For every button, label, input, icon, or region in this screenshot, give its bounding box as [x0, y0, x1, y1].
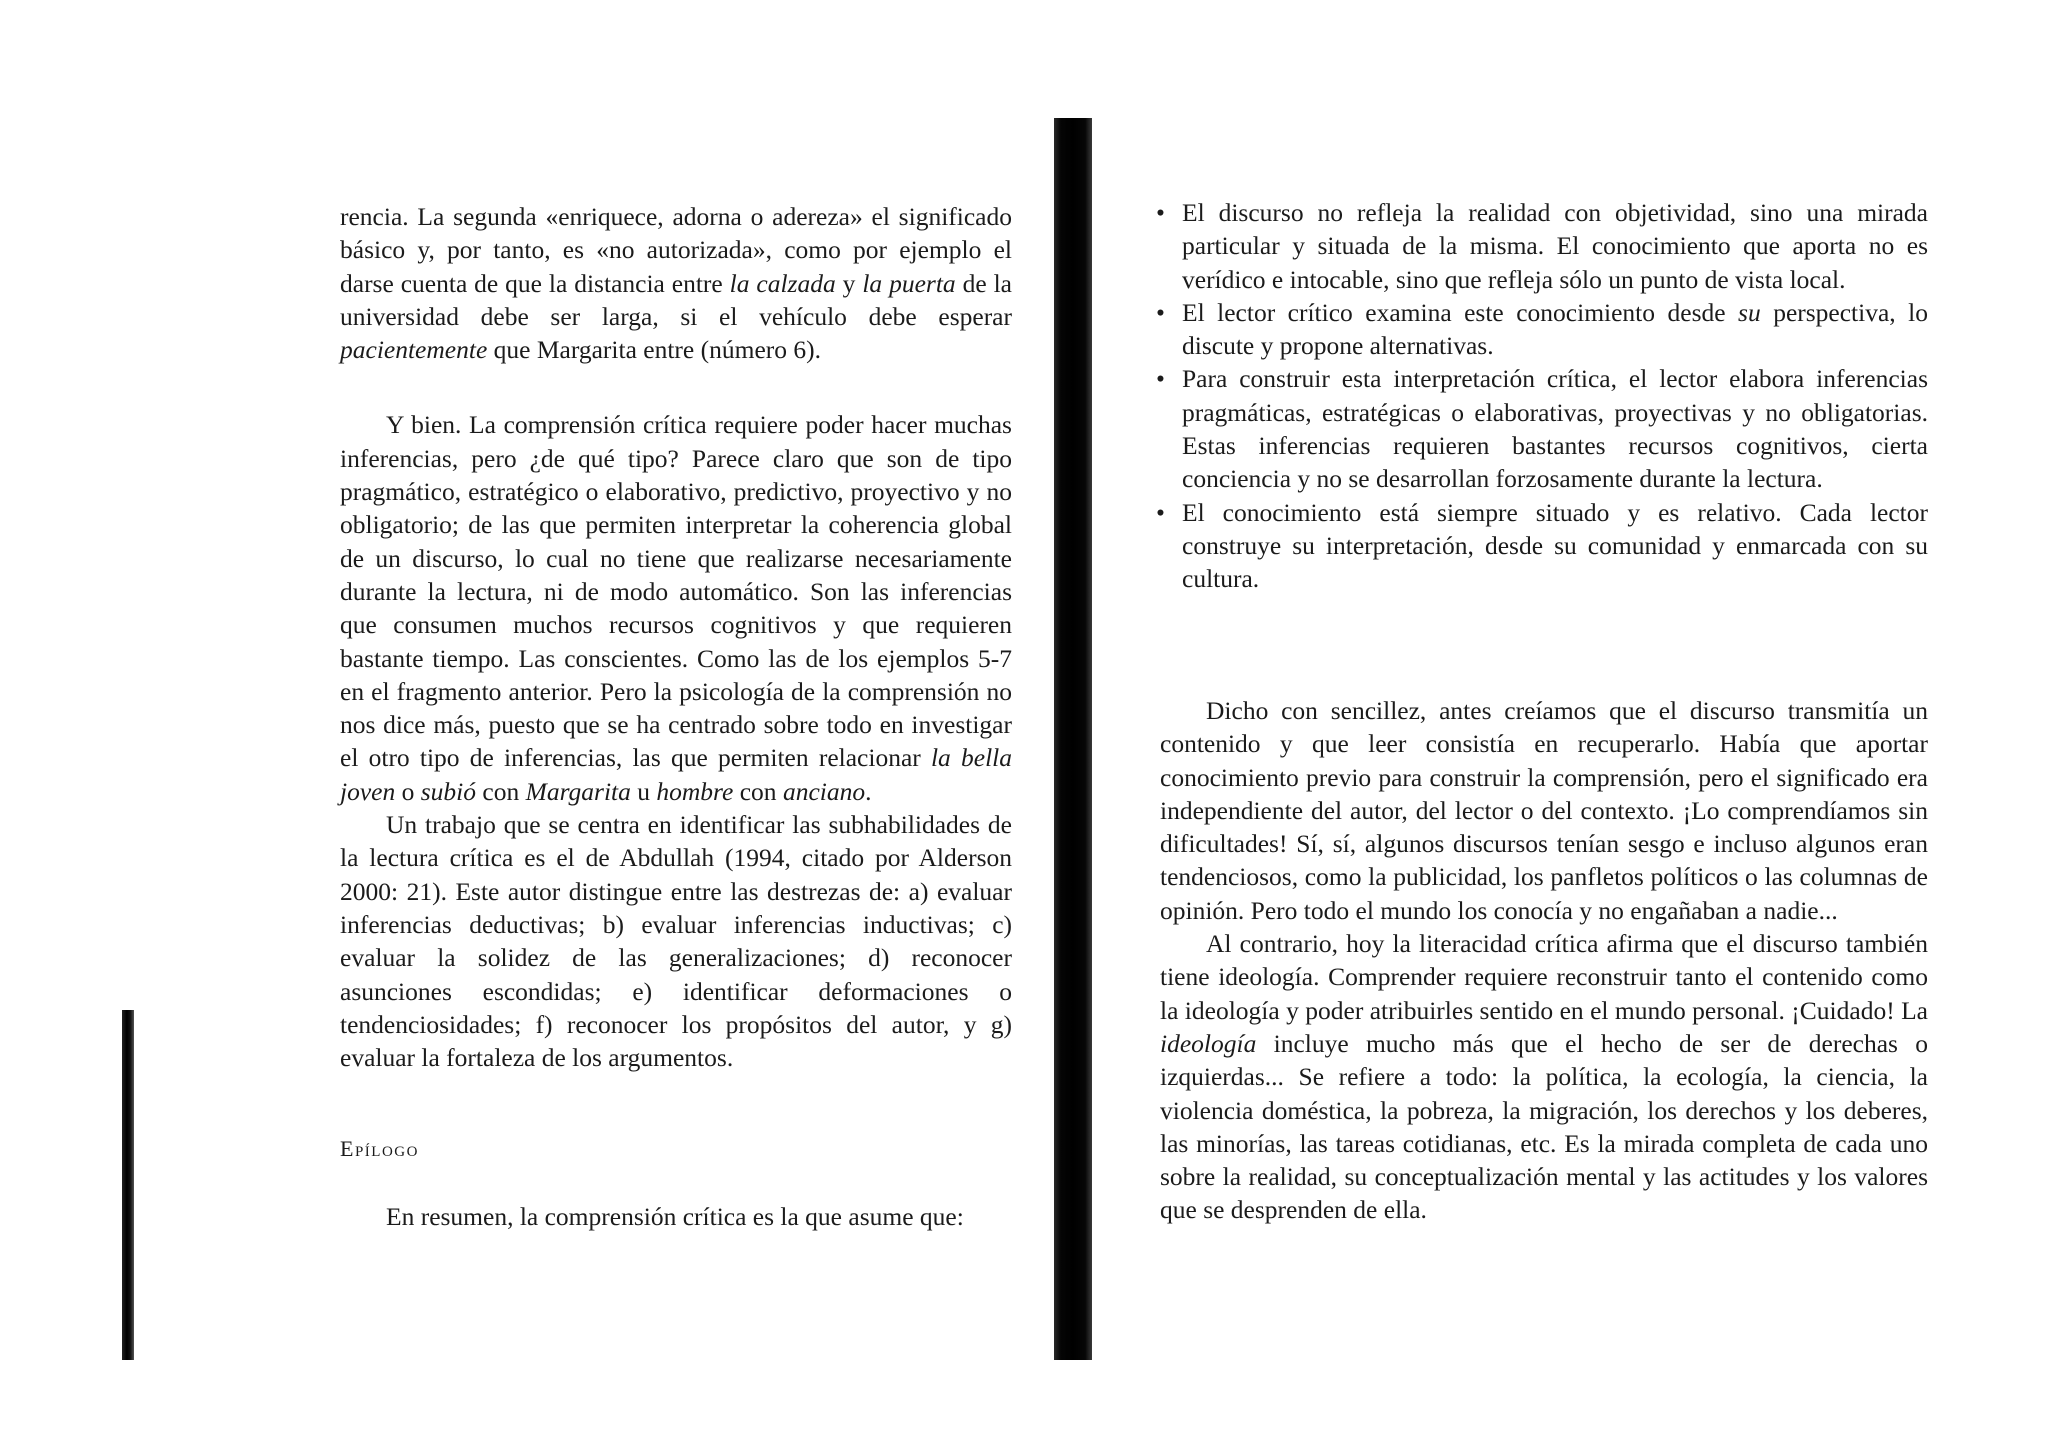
book-spine-gutter: [1054, 118, 1092, 1360]
bullet-icon: •: [1156, 297, 1165, 327]
section-heading-epilogo: Epílogo: [340, 1136, 419, 1162]
right-prose: [1160, 694, 1928, 1227]
emphasis: hombre: [656, 776, 734, 806]
left-text-column: [340, 200, 1012, 1233]
emphasis: la bella joven: [340, 743, 1012, 806]
list-item: • Para construir esta interpretación crítica, el lector elabora inferencias pragmáticas, estratégicas o elaborativas, proyectivas y no obligatorias. Estas inferencias requieren bastantes recursos cognitivos, cierta conciencia y no se desarrollan forzosamente durante la lectura.: [1156, 364, 1928, 494]
list-item: • El discurso no refleja la realidad con objetividad, sino una mirada particular y situada de la misma. El conocimiento que aporta no es verídico e intocable, sino que refleja sólo un punto de vista local.: [1156, 198, 1928, 294]
continuation-paragraph: rencia. La segunda «enriquece, adorna o adereza» el significado básico y, por tanto, es «no autorizada», como por ejemplo el darse cuenta de que la distancia entre la calzada y la puerta de la universidad debe ser larga, si el vehículo debe esperar pacientemente que Margarita entre (número 6).: [340, 202, 1012, 365]
summary-paragraph: En resumen, la comprensión crítica es la que asume que:: [386, 1201, 964, 1231]
emphasis: Margarita: [525, 776, 631, 806]
emphasis: la calzada: [729, 268, 836, 298]
emphasis: subió: [420, 776, 476, 806]
ideologia-paragraph: Al contrario, hoy la literacidad crítica afirma que el discurso también tiene ideología. Comprender requiere reconstruir tanto el contenido como la ideología y poder atribuirles sentido en el mundo personal. ¡Cuidado! La ideología incluye mucho más que el hecho de ser de derechas o izquierdas... Se refiere a todo: la política, la ecología, la ciencia, la violencia doméstica, la pobreza, la migración, los derechos y los deberes, las minorías, las tareas cotidianas, etc. Es la mirada completa de cada uno sobre la realidad, su conceptualización mental y las actitudes y los valores que se desprenden de ella.: [1160, 929, 1928, 1225]
abdullah-paragraph: Un trabajo que se centra en identificar las subhabilidades de la lectura crítica es el de Abdullah (1994, citado por Alderson 2000: 21). Este autor distingue entre las destrezas de: a) evaluar inferencias deductivas; b) evaluar inferencias inductivas; c) evaluar la solidez de las generalizaciones; d) reconocer asunciones escondidas; e) identificar deformaciones o tendenciosidades; f) reconocer los propósitos del autor, y g) evaluar la fortaleza de los argumentos.: [340, 810, 1012, 1073]
emphasis: la puerta: [862, 268, 956, 298]
emphasis: pacientemente: [340, 335, 488, 365]
assumptions-list: [1156, 196, 1928, 596]
emphasis: su: [1738, 297, 1761, 327]
page-edge-shadow: [122, 1010, 134, 1360]
emphasis: anciano: [782, 776, 866, 806]
bullet-icon: •: [1156, 497, 1165, 527]
emphasis: ideología: [1160, 1028, 1257, 1058]
sencillez-paragraph: Dicho con sencillez, antes creíamos que el discurso transmitía un contenido y que leer consistía en recuperarlo. Había que aportar conocimiento previo para construir la comprensión, pero el significado era independiente del autor, del lector o del contexto. ¡Lo comprendíamos sin dificultades! Sí, sí, algunos discursos tenían sesgo e incluso algunos eran tendenciosos, como la publicidad, los panfletos políticos o las columnas de opinión. Pero todo el mundo los conocía y no engañaban a nadie...: [1160, 696, 1928, 925]
bullet-icon: •: [1156, 364, 1165, 394]
list-item: • El lector crítico examina este conocimiento desde su perspectiva, lo discute y propone alternativas.: [1156, 297, 1928, 361]
right-page: [1090, 0, 2048, 1450]
inference-paragraph: Y bien. La comprensión crítica requiere poder hacer muchas inferencias, pero ¿de qué tipo? Parece claro que son de tipo pragmático, estratégico o elaborativo, predictivo, proyectivo y no obligatorio; de las que permiten interpretar la coherencia global de un discurso, lo cual no tiene que realizarse necesariamente durante la lectura, ni de modo automático. Son las inferencias que consumen muchos recursos cognitivos y que requieren bastante tiempo. Las conscientes. Como las de los ejemplos 5-7 en el fragmento anterior. Pero la psicología de la comprensión no nos dice más, puesto que se ha centrado sobre todo en investigar el otro tipo de inferencias, las que permiten relacionar la bella joven o subió con Margarita u hombre con anciano.: [340, 410, 1012, 806]
list-item: • El conocimiento está siempre situado y es relativo. Cada lector construye su interpretación, desde su comunidad y enmarcada con su cultura.: [1156, 497, 1928, 594]
bullet-icon: •: [1156, 198, 1165, 227]
